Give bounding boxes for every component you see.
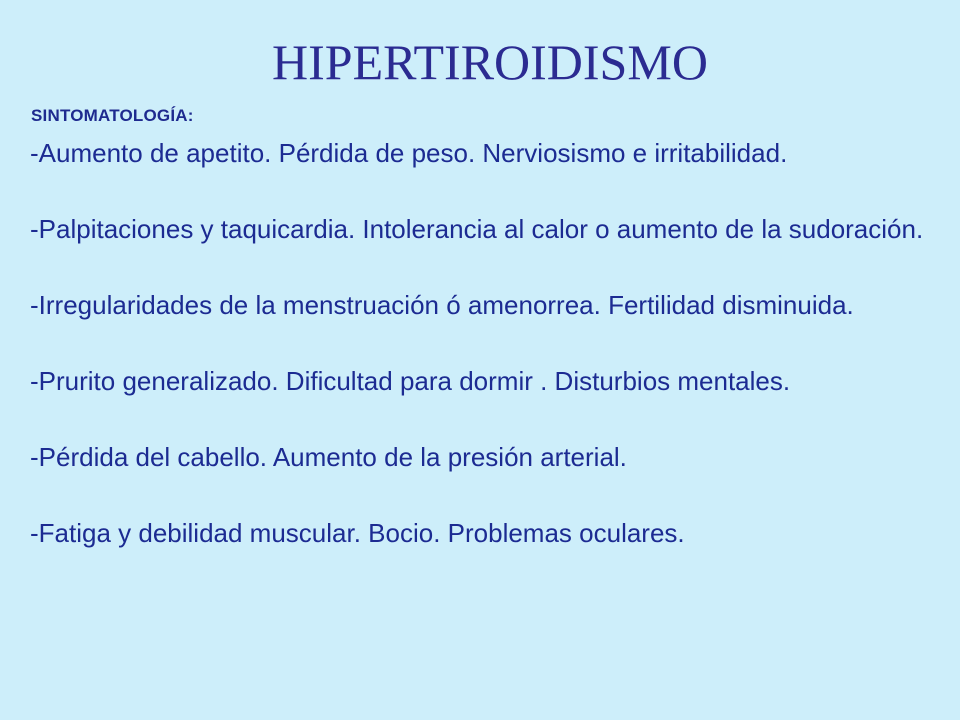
symptom-list [30,134,935,552]
symptom-item-6: -Fatiga y debilidad muscular. Bocio. Problemas oculares. [30,518,685,548]
symptom-item-3: -Irregularidades de la menstruación ó amenorrea. Fertilidad disminuida. [30,290,854,320]
symptom-item-5: -Pérdida del cabello. Aumento de la presión arterial. [30,442,627,472]
slide-title: HIPERTIROIDISMO [272,34,708,90]
symptom-item-4: -Prurito generalizado. Dificultad para dormir . Disturbios mentales. [30,366,791,396]
section-subtitle: SINTOMATOLOGÍA: [31,106,194,125]
symptom-item-1: -Aumento de apetito. Pérdida de peso. Nerviosismo e irritabilidad. [30,138,788,168]
symptom-item-2: -Palpitaciones y taquicardia. Intolerancia al calor o aumento de la sudoración. [30,214,924,244]
